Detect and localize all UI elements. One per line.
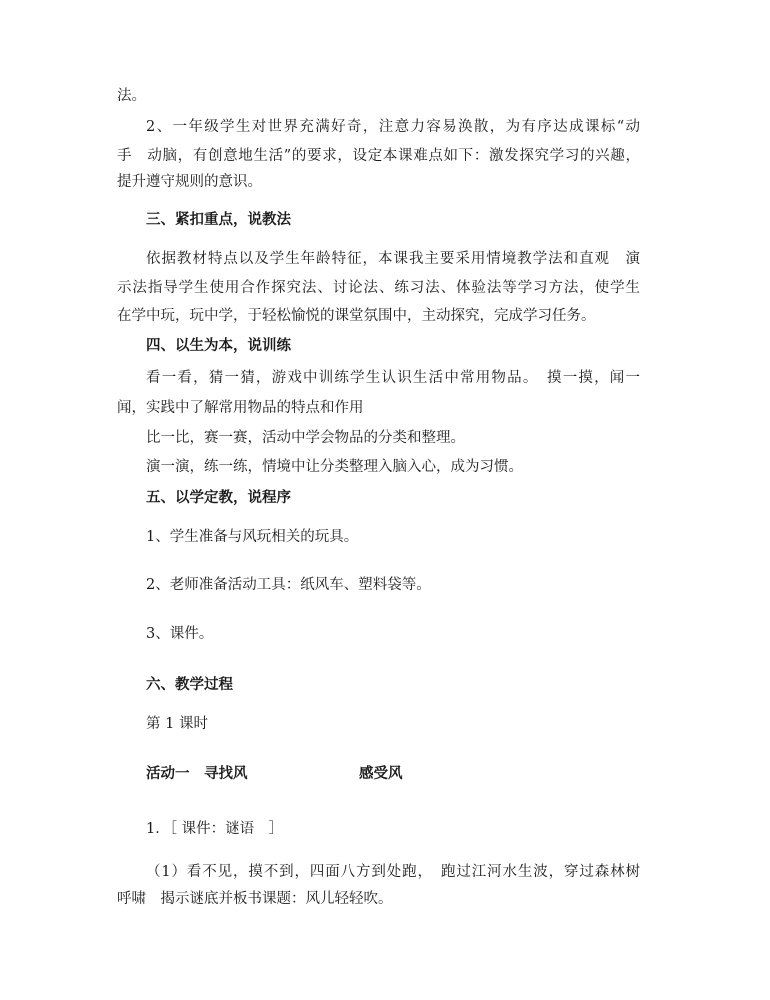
paragraph-training-line-1: 看一看，猜一猜，游戏中训练学生认识生活中常用物品。 摸一摸，闻一 [146,370,640,386]
paragraph-methods-line-2: 示法指导学生使用合作探究法、讨论法、练习法、体验法等学习方法，使学生 [117,280,640,296]
section-heading-methods: 三、紧扣重点，说教法 [146,211,291,228]
section-heading-process: 六、教学过程 [146,676,233,693]
procedure-item-3: 3、课件。 [146,626,214,642]
riddle-line-1: （1）看不见，摸不到，四面八方到处跑， 跑过江河水生波，穿过森林树 [146,864,640,880]
paragraph-difficulty-line-2: 手 动脑，有创意地生活”的要求，设定本课难点如下：激发探究学习的兴趣， [117,148,640,164]
paragraph-training-line-2: 闻，实践中了解常用物品的特点和作用 [117,400,364,416]
section-heading-procedure: 五、以学定教，说程序 [146,489,291,506]
paragraph-methods-line-3: 在学中玩，玩中学，于轻松愉悦的课堂氛围中，主动探究，完成学习任务。 [117,308,596,324]
procedure-item-2: 2、老师准备活动工具：纸风车、塑料袋等。 [146,577,431,593]
courseware-item: 1．［ 课件：谜语 ］ [146,821,284,837]
activity-subtitle: 感受风 [359,765,403,782]
paragraph-continuation: 法。 [117,88,146,104]
activity-title: 活动一 寻找风 [146,765,248,782]
paragraph-difficulty-line-1: 2、一年级学生对世界充满好奇，注意力容易涣散，为有序达成课标“动 [146,119,640,135]
section-heading-training: 四、以生为本，说训练 [146,337,291,354]
paragraph-difficulty-line-3: 提升遵守规则的意识。 [117,174,262,190]
procedure-item-1: 1、学生准备与风玩相关的玩具。 [146,529,359,545]
paragraph-training-line-3: 比一比，赛一赛，活动中学会物品的分类和整理。 [146,430,465,446]
lesson-label: 第 1 课时 [146,716,208,732]
paragraph-training-line-4: 演一演，练一练，情境中让分类整理入脑入心，成为习惯。 [146,459,523,475]
paragraph-methods-line-1: 依据教材特点以及学生年龄特征，本课我主要采用情境教学法和直观 演 [146,251,640,267]
riddle-line-2: 呼啸 揭示谜底并板书课题：风儿轻轻吹。 [117,891,393,907]
